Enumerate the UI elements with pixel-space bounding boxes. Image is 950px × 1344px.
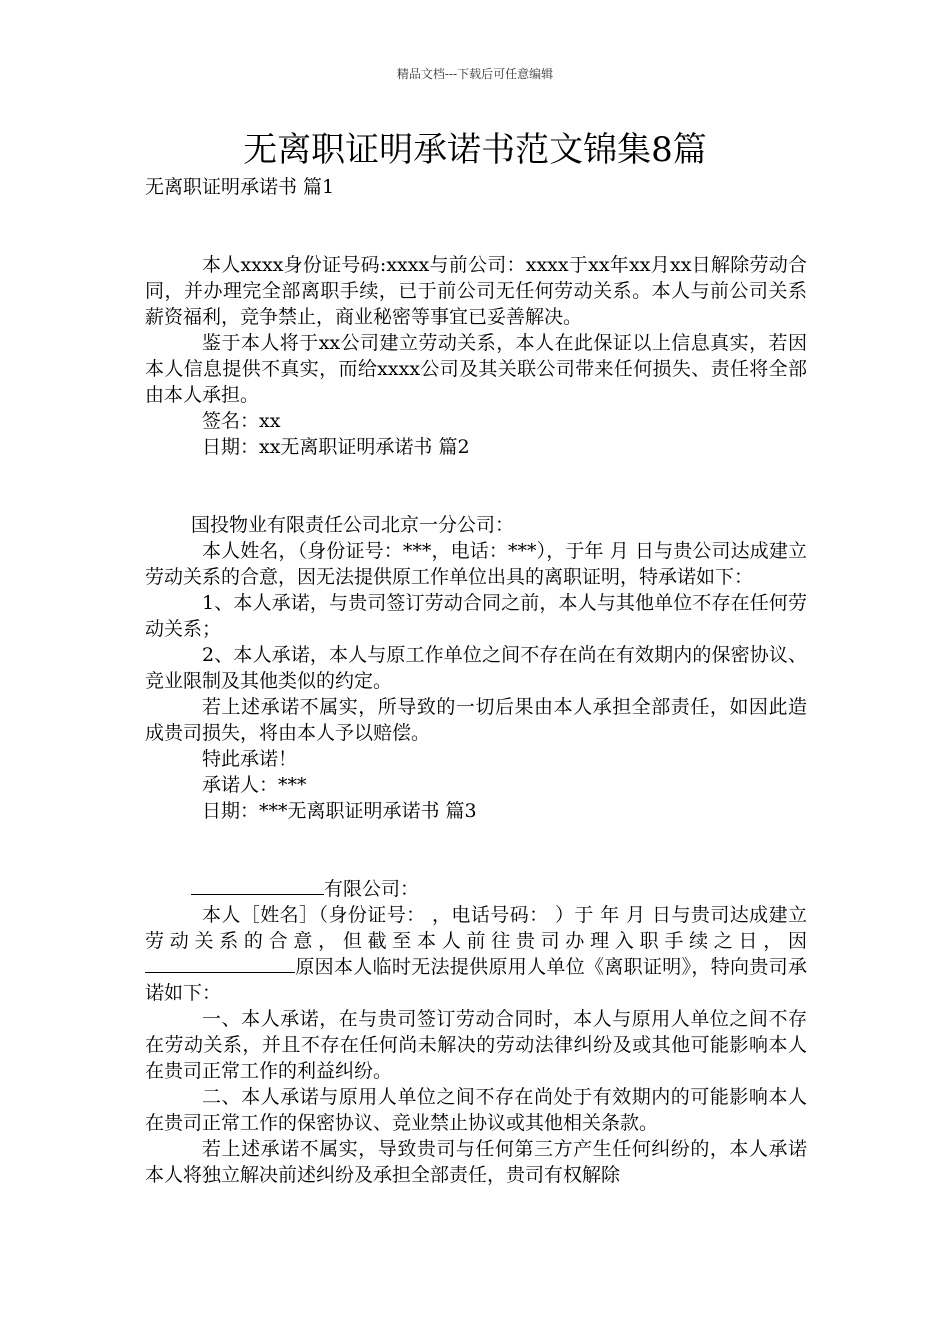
section-1-paragraph-2: 鉴于本人将于xx公司建立劳动关系，本人在此保证以上信息真实，若因本人信息提供不真实，而给xxxx公司及其关联公司带来任何损失、责任将全部由本人承担。 <box>145 332 807 406</box>
section-2-addressee: 国投物业有限责任公司北京一分公司： <box>191 514 515 536</box>
section-2-promisor: 承诺人：*** <box>202 774 307 796</box>
section-2-paragraph-1: 本人姓名，（身份证号：***，电话：***），于年 月 日与贵公司达成建立劳动关系的合意，因无法提供原工作单位出具的离职证明，特承诺如下： <box>145 540 807 588</box>
section-3-paragraph-1-part-b: 原因本人临时无法提供原用人单位《离职证明》，特向贵司承诺如下： <box>145 956 807 1004</box>
section-2-special: 特此承诺！ <box>202 748 298 770</box>
section-3-addressee: 有限公司： <box>324 878 420 900</box>
document-title: 无离职证明承诺书范文锦集8篇 <box>243 130 707 170</box>
section-1-heading: 无离职证明承诺书 篇1 <box>145 176 335 198</box>
spacer <box>145 460 807 512</box>
spacer <box>145 200 807 252</box>
section-3-item-1: 一、本人承诺，在与贵司签订劳动合同时，本人与原用人单位之间不存在劳动关系，并且不存在任何尚未解决的劳动法律纠纷及或其他可能影响本人在贵司正常工作的利益纠纷。 <box>145 1008 807 1082</box>
section-1-date: 日期：xx无离职证明承诺书 篇2 <box>202 436 470 458</box>
section-1-signature: 签名：xx <box>202 410 281 432</box>
section-3-addressee-line <box>145 876 807 902</box>
section-3-paragraph-1 <box>145 902 807 1006</box>
section-3-item-2: 二、本人承诺与原用人单位之间不存在尚处于有效期内的可能影响本人在贵司正常工作的保密协议、竞业禁止协议或其他相关条款。 <box>145 1086 807 1134</box>
section-2-item-1: 1、本人承诺，与贵司签订劳动合同之前，本人与其他单位不存在任何劳动关系； <box>145 592 807 640</box>
company-blank-underline <box>191 876 324 895</box>
document-body <box>145 174 807 1188</box>
reason-blank-underline <box>145 954 295 973</box>
section-2-date: 日期：***无离职证明承诺书 篇3 <box>202 800 477 822</box>
section-1-paragraph-1: 本人xxxx身份证号码:xxxx与前公司：xxxx于xx年xx月xx日解除劳动合同，并办理完全部离职手续，已于前公司无任何劳动关系。本人与前公司关系薪资福利，竞争禁止，商业秘密等事宜已妥善解决。 <box>145 254 807 328</box>
section-3-paragraph-1-part-a: 本人［姓名］（身份证号： ，电话号码： ）于 年 月 日与贵司达成建立劳动关系的合意，但截至本人前往贵司办理入职手续之日，因 <box>145 904 807 952</box>
section-2-item-2: 2、本人承诺，本人与原工作单位之间不存在尚在有效期内的保密协议、竞业限制及其他类似的约定。 <box>145 644 807 692</box>
section-3-paragraph-2: 若上述承诺不属实，导致贵司与任何第三方产生任何纠纷的，本人承诺本人将独立解决前述纠纷及承担全部责任，贵司有权解除 <box>145 1138 807 1186</box>
section-2-paragraph-2: 若上述承诺不属实，所导致的一切后果由本人承担全部责任，如因此造成贵司损失，将由本人予以赔偿。 <box>145 696 807 744</box>
page-header: 精品文档---下载后可任意编辑 <box>396 67 554 81</box>
spacer <box>145 824 807 876</box>
